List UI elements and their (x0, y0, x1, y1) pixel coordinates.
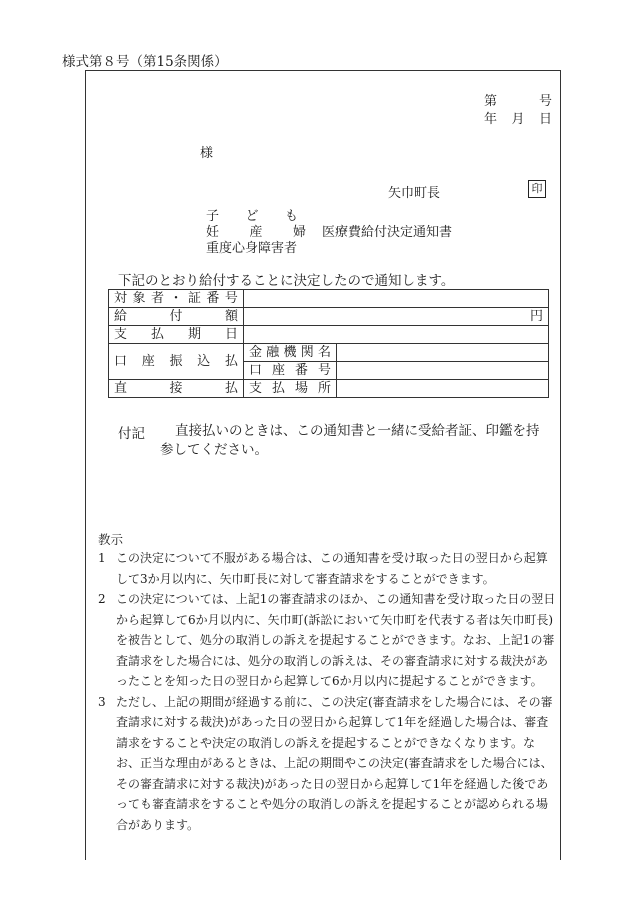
label-char: 接 (169, 381, 183, 396)
label-char: 払 (224, 381, 238, 396)
label-char: 払 (150, 327, 164, 342)
category-char: 妊 (206, 225, 220, 240)
intro-text: 下記のとおり給付することに決定したので通知します。 (118, 273, 455, 289)
direct-label-text (114, 380, 238, 397)
label-char: 口 (114, 354, 128, 369)
label-char: 対 (114, 291, 128, 306)
notes-list (98, 548, 558, 835)
account-value (337, 362, 549, 380)
label-char: 番 (294, 363, 308, 378)
label-char: 額 (224, 309, 238, 324)
place-value (337, 380, 549, 398)
table-row (109, 308, 549, 326)
label-char: 直 (114, 381, 128, 396)
label-char: 期 (187, 327, 201, 342)
date-month: 月 (511, 112, 525, 127)
addressee-suffix: 様 (200, 146, 214, 161)
category-char: も (284, 209, 298, 224)
direct-label (109, 380, 244, 398)
subject-label-text (114, 290, 238, 307)
label-char: 場 (294, 381, 308, 396)
date-day: 日 (538, 112, 552, 127)
category-char: ど (245, 209, 259, 224)
label-char: 払 (224, 354, 238, 369)
yen-unit: 円 (529, 309, 543, 324)
label-char: 象 (132, 291, 146, 306)
label-char: 込 (197, 354, 211, 369)
list-item (98, 548, 558, 589)
table-row (109, 290, 549, 308)
notes-title: 教示 (98, 532, 124, 547)
subject-value (244, 290, 549, 308)
label-char: 座 (141, 354, 155, 369)
table-row (109, 380, 549, 398)
seal-mark: 印 (528, 180, 546, 198)
date-year: 年 (484, 112, 498, 127)
label-char: 付 (169, 309, 183, 324)
label-char: 番 (206, 291, 220, 306)
note-line-1: 直接払いのときは、この通知書と一緒に受給者証、印鑑を持 (175, 423, 540, 439)
transfer-label (109, 344, 244, 380)
label-char: 支 (114, 327, 128, 342)
label-char: 支 (249, 381, 263, 396)
note-label: 付記 (118, 426, 145, 442)
list-item (98, 589, 558, 692)
category-disability: 重度心身障害者 (206, 241, 298, 256)
label-char: ・ (169, 291, 183, 306)
period-label-text (114, 326, 238, 343)
label-char: 払 (271, 381, 285, 396)
bank-value (337, 344, 549, 362)
category-char: 子 (206, 209, 220, 224)
account-label (244, 362, 337, 380)
label-char: 号 (224, 291, 238, 306)
category-char: 婦 (292, 225, 306, 240)
label-char: 所 (317, 381, 331, 396)
label-char: 関 (300, 345, 314, 360)
label-char: 証 (187, 291, 201, 306)
label-char: 機 (283, 345, 297, 360)
place-label (244, 380, 337, 398)
account-label-text (249, 362, 331, 379)
amount-label-text (114, 308, 238, 325)
list-item (98, 692, 558, 836)
item-number: 2 (98, 592, 106, 606)
issuer-name: 矢巾町長 (388, 186, 441, 201)
transfer-label-text (114, 353, 238, 370)
item-number: 1 (98, 551, 106, 565)
amount-value (244, 308, 549, 326)
bank-label-text (249, 344, 331, 361)
note-text (160, 422, 553, 460)
amount-label (109, 308, 244, 326)
table-row (109, 326, 549, 344)
item-text: この決定については、上記1の審査請求のほか、この通知書を受け取った日の翌日から起算して6か月以内に、矢巾町(訴訟において矢巾町を代表する者は矢巾町長)を被告として、処分の取消しの訴えを提起することができます。なお、上記1の審査請求をした場合には、処分の取消しの訴えは、その審査請求に対する裁決があったことを知った日の翌日から起算して6か月以内に提起することができます。 (116, 592, 556, 688)
label-char: 口 (249, 363, 263, 378)
label-char: 金 (249, 345, 263, 360)
item-text: この決定について不服がある場合は、この通知書を受け取った日の翌日から起算して3か月以内に、矢巾町長に対して審査請求をすることができます。 (116, 551, 548, 586)
item-text: ただし、上記の期間が経過する前に、この決定(審査請求をした場合には、その審査請求に対する裁決)があった日の翌日から起算して1年を経過した場合は、審査請求をすることや決定の取消しの訴えを提起することができなくなります。なお、正当な理由があるときは、上記の期間やこの決定(審査請求をした場合には、その審査請求に対する裁決)があった日の翌日から起算して1年を経過した後であっても審査請求をすることや処分の取消しの訴えを提起することが認められる場合があります。 (116, 694, 553, 832)
item-number: 3 (98, 694, 106, 709)
benefit-info-table (108, 289, 549, 398)
label-char: 名 (317, 345, 331, 360)
document-number (484, 90, 552, 109)
number-prefix: 第 (484, 94, 498, 109)
number-suffix: 号 (538, 94, 552, 109)
label-char: 日 (224, 327, 238, 342)
period-label (109, 326, 244, 344)
place-label-text (249, 380, 331, 397)
bank-label (244, 344, 337, 362)
period-value (244, 326, 549, 344)
category-char: 産 (249, 225, 263, 240)
note-line-2: 参してください。 (160, 442, 268, 458)
document-title: 医療費給付決定通知書 (322, 225, 453, 240)
form-caption: 様式第８号（第15条関係） (62, 54, 228, 70)
subject-label (109, 290, 244, 308)
document-date (484, 108, 552, 127)
label-char: 振 (169, 354, 183, 369)
label-char: 号 (317, 363, 331, 378)
label-char: 給 (114, 309, 128, 324)
label-char: 座 (271, 363, 285, 378)
label-char: 融 (266, 345, 280, 360)
table-row (109, 344, 549, 362)
label-char: 者 (150, 291, 164, 306)
